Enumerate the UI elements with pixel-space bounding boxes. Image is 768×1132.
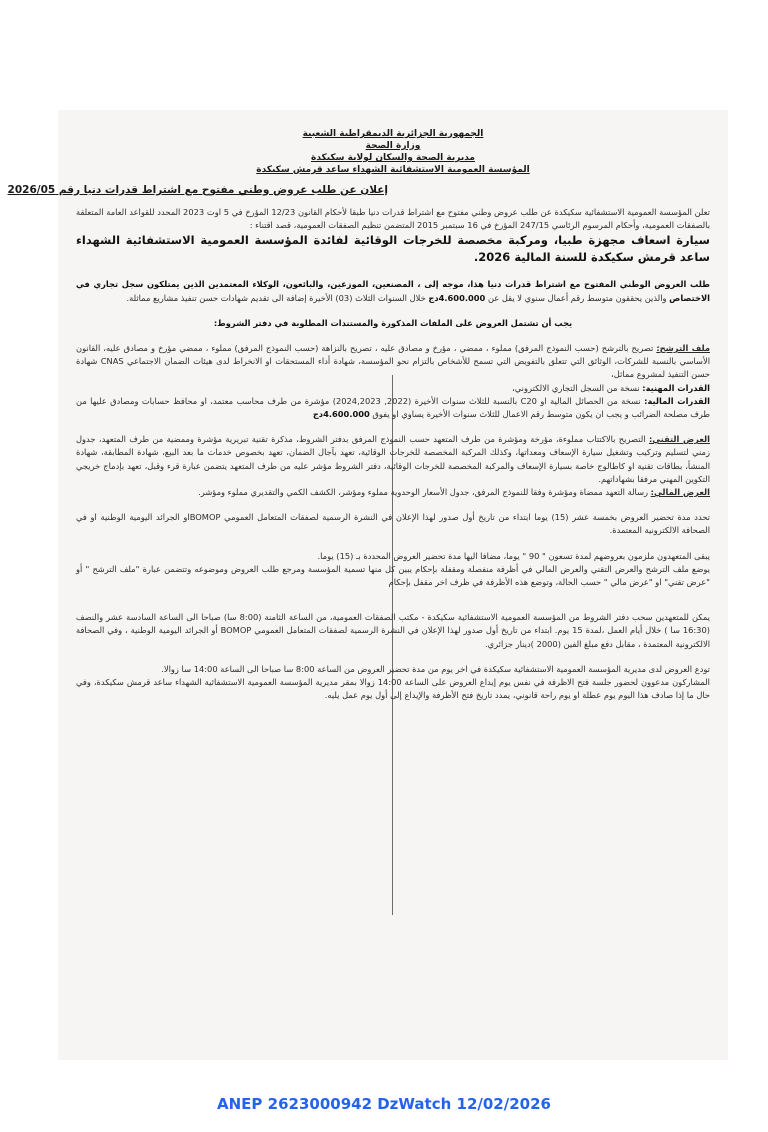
professional-capacities: [76, 382, 710, 395]
candidacy-file: [76, 342, 710, 382]
envelopes-paragraph: يوضع ملف الترشح والعرض التقني والعرض المالي في أظرفة منفصلة ومقفلة بإحكام يبين كل منها تسمية المؤسسة ومرجع طلب العروض وموضوعه وتتضمن عبارة "ملف الترشح " أو "عرض تقني" او "عرض مالي " حسب الحالة، وتوضع هذه الأظرفة في ظرف اخر مقفل بإحكام: [76, 563, 710, 588]
eligibility-bold: طلب العروض الوطني المفتوح مع اشتراط قدرات دنيا هذا، موجه إلى ، المصنعين، الموزعين، والبائعون، الوكلاء المعتمدين الذين يمتلكون سجل تجاري في الاختصاص: [76, 279, 710, 303]
header-ministry: وزارة الصحة: [365, 141, 421, 151]
financial-offer-label: العرض المالي:: [650, 487, 710, 498]
duration-paragraph: تحدد مدة تحضير العروض بخمسة عشر (15) يوما ابتداء من تاريخ أول صدور لهذا الإعلان في النشرة الرسمية لصفقات المتعامل العمومي BOMOPاو الجرائد اليومية الوطنية او في الصحافة الالكترونية المعتمدة.: [76, 512, 710, 536]
technical-label: العرض التقني:: [648, 434, 710, 445]
professional-label: القدرات المهنية:: [642, 382, 710, 393]
eligibility-rest: والذين يحققون متوسط رقم أعمال سنوي لا يقل عن: [485, 292, 670, 303]
source-footer: ANEP 2623000942 DzWatch 12/02/2026: [217, 1095, 551, 1113]
technical-text: التصريح بالاكتتاب مملوءة، مؤرخة ومؤشرة من طرف المتعهد حسب النموذج المرفق بدفتر الشروط، مذكرة تقنية تبريرية مؤشرة وممضية من طرف المتعهد، جدول زمني لتسليم وتركيب وتشغيل سيارة الإسعاف ومعداتها، وكذلك المركبة المخصصة للخرجات الوقائية، تعهد بآجال الضمان، تعهد بخصوص خدمات ما بعد البيع، شهادة المطابقة، شهادة المنشأ، بطاقات تقنية او كاطالوج خاصة بسيارة الإسعاف والمركبة المخصصة للخرجات الوقائية، دفتر الشروط مؤشر عليه من طرف المتعهد يتضمن عبارة قرء وقبل، تعهد بإدماج خريجي التكوين المهني مرفقا بشهاداتهم.: [76, 434, 710, 484]
technical-offer: [76, 433, 710, 486]
candidacy-text: تصريح بالترشح (حسب النموذج المرفق) مملوء ، ممضي ، مؤرخ و مصادق عليه ، تصريح بالنزاهة (حسب النموذج المرفق) مملوء ، ممضي مؤرخ و مصادق عليه، القانون الأساسي بالنسبة للشركات، الوثائق التي تتعلق بالتفويض التي تسمح للأشخاص بالتزام نحو المؤسسة، شهادة أداء المستحقات او الانخراط لدى هيئات الضمان الاجتماعي CNAS شهادة حسن التنفيذ لمشروع مماثل،: [76, 343, 710, 380]
professional-text: نسخة من السجل التجاري الالكتروني،: [512, 382, 643, 393]
financial-offer-text: رسالة التعهد ممضاة ومؤشرة وفقا للنموذج المرفق، جدول الأسعار الوحدوية مملوء ومؤشر، الكشف الكمي والتقديري مملوء ومؤشر.: [198, 487, 651, 498]
scanned-document: [7, 110, 728, 1060]
object-paragraph: سيارة اسعاف مجهزة طبيا، ومركبة مخصصة للخرجات الوقائية لفائدة المؤسسة العمومية الاستشفائية الشهداء ساعد قرمش سكيكدة للسنة المالية 2026.: [76, 233, 710, 265]
announcement-title: إعلان عن طلب عروض وطني مفتوح مع اشتراط قدرات دنيا رقم 2026/05: [7, 184, 388, 196]
header-directorate: مديرية الصحة والسكان لولاية سكيكدة: [311, 153, 475, 163]
deposit-paragraph: تودع العروض لدى مديرية المؤسسة العمومية الاستشفائية سكيكدة في اخر يوم من مدة تحضير العروض من الساعة 8:00 سا صباحا الى الساعة 14:00 سا زوالا.: [161, 663, 710, 674]
intro-paragraph: تعلن المؤسسة العمومية الاستشفائية سكيكدة عن طلب عروض وطني مفتوح مع اشتراط قدرات دنيا طبقا لأحكام القانون 12/23 المؤرخ في 5 اوت 2023 المحدد للقواعد العامة المتعلقة بالصفقات العمومية، وأحكام المرسوم الرئاسي 247/15 المؤرخ في 16 سبتمبر 2015 المتضمن تنظيم الصفقات العمومية، قصد اقتناء :: [76, 207, 710, 231]
eligibility-amount: 4.600.000دج: [428, 292, 486, 303]
document-body: [76, 206, 710, 714]
header-institution: المؤسسة العمومية الاستشفائية الشهداء ساعد قرمش سكيكدة: [256, 165, 530, 175]
eligibility-paragraph: [76, 278, 710, 304]
financial-offer: [76, 486, 710, 499]
header-republic: الجمهورية الجزائرية الديمقراطية الشعبية: [302, 129, 484, 139]
opening-paragraph: المشاركون مدعوون لحضور جلسة فتح الاظرفة في نفس يوم إيداع العروض على الساعة 14:00 زوالا بمقر مديرية المؤسسة العمومية الاستشفائية الشهداء ساعد قرمش سكيكدة، وفي حال ما إذا صادف هذا اليوم يوم عطلة او يوم راحة قانوني، يمدد تاريخ فتح الأظرفة والإيداع إلى أول يوم عمل يليه.: [76, 677, 710, 701]
requirements-heading: يجب أن تشتمل العروض على الملفات المذكورة والمستندات المطلوبة في دفتر الشروط:: [213, 317, 573, 328]
withdrawal-paragraph: يمكن للمتعهدين سحب دفتر الشروط من المؤسسة العمومية الاستشفائية سكيكدة - مكتب الصفقات العمومية، من الساعة الثامنة (8:00 سا) صباحا الى الساعة السادسة عشر والنصف (16:30 سا ) خلال أيام العمل ،لمدة 15 يوم. ابتداء من تاريخ أول صدور لهذا الإعلان في النشرة الرسمية لصفقات المتعامل العمومي BOMOP أو الجرائد اليومية الوطنية ، وفي الصحافة الالكترونية المعتمدة ، مقابل دفع مبلغ الفين (2000 )دينار جزائري.: [76, 612, 710, 649]
eligibility-tail: خلال السنوات الثلاث (03) الأخيرة إضافة الى تقديم شهادات حسن تنفيذ مشاريع مماثلة.: [126, 292, 429, 303]
validity-paragraph: يبقى المتعهدون ملزمون بعروضهم لمدة تسعون " 90 " يوما، مضافا اليها مدة تحضير العروض المحددة بـ (15) يوما.: [317, 550, 710, 561]
financial-amount: 4.600.000دج: [312, 409, 370, 420]
document-header: [58, 128, 728, 176]
financial-text: نسخة من الحصائل المالية او C20 بالنسبة للثلاث سنوات الأخيرة (2022, 2024,2023) مؤشرة من طرف محاسب معتمد، او محافظ حسابات ومصادق عليها من طرف مصلحة الضرائب و يجب ان يكون متوسط رقم الاعمال للثلاث سنوات الأخيرة يساوي او يفوق: [76, 395, 710, 420]
financial-capacities: [76, 395, 710, 421]
candidacy-label: ملف الترشح:: [656, 343, 710, 354]
financial-label: القدرات المالية:: [644, 395, 710, 406]
